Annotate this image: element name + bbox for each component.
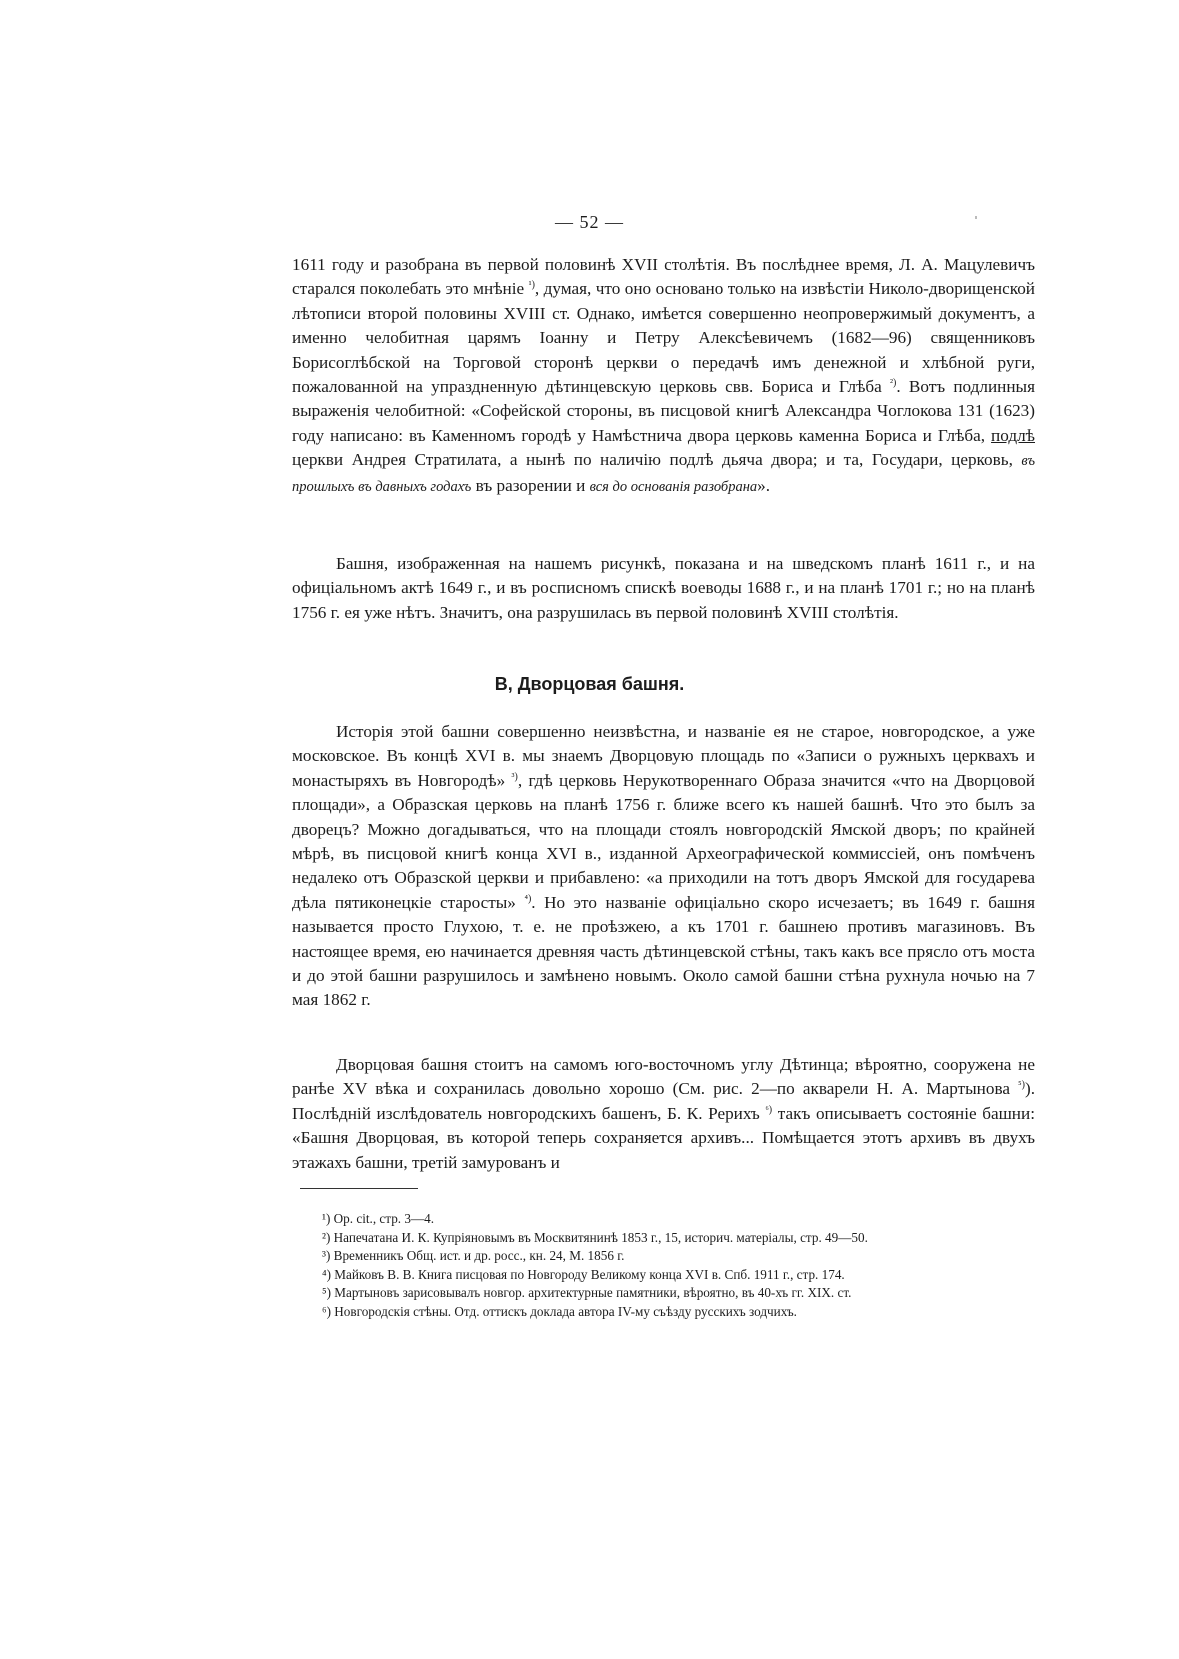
footnote-ref-3[interactable]: ³) [511, 771, 518, 783]
section-heading: В, Дворцовая башня. [494, 674, 685, 694]
text-run: 1611 году и разобрана въ первой половинѣ XVII столѣтія. Въ послѣднее время, Л. А. Мацулевичъ старался поколебать это мнѣніе [292, 255, 1035, 299]
text-run: ). Послѣдній изслѣдователь новгородскихъ башенъ, Б. К. Рерихъ [292, 1079, 1035, 1123]
paragraph-tower-description [292, 1053, 1035, 1175]
italic-quote: вся до основанія разобрана [589, 478, 758, 495]
footnote-2: ²) Напечатана И. К. Купріяновымъ въ Москвитянинѣ 1853 г., 15, историч. матеріалы, стр. 49—50. [322, 1229, 868, 1245]
text-run: ». [757, 475, 771, 495]
text-run: Дворцовая башня стоитъ на самомъ юго-восточномъ углу Дѣтинца; вѣроятно, сооружена не ранѣе XV вѣка и сохранилась довольно хорошо (См. рис. 2—по акварели Н. А. Мартынова [292, 1055, 1035, 1099]
text-run: . Вотъ подлинныя выраженія челобитной: «Софейской стороны, въ писцовой книгѣ Александра Чоглокова 131 (1623) году написано: въ Каменномъ городѣ у Намѣстнича двора церковь каменна Бориса и Глѣба, [292, 377, 1035, 445]
page-number: — 52 — [555, 212, 624, 232]
text-run: Исторія этой башни совершенно неизвѣстна, и названіе ея не старое, новгородское, а уже московское. Въ концѣ XVI в. мы знаемъ Дворцовую площадь по «Записи о ружныхъ церквахъ и монастыряхъ въ Новгородѣ» [292, 722, 1035, 790]
footnote-5: ⁵) Мартыновъ зарисовывалъ новгор. архитектурные памятники, вѣроятно, въ 40-хъ гг. XIX. ст. [322, 1285, 852, 1301]
text-run: въ разорении и [471, 475, 590, 495]
footnote-ref-6[interactable]: ⁶) [765, 1104, 773, 1116]
footnote-3: ³) Временникъ Общ. ист. и др. росс., кн. 24, М. 1856 г. [322, 1248, 625, 1264]
paragraph-text: Башня, изображенная на нашемъ рисункѣ, показана и на шведскомъ планѣ 1611 г., и на офиціальномъ актѣ 1649 г., и въ росписномъ спискѣ воеводы 1688 г., и на планѣ 1701 г.; но на планѣ 1756 г. ея уже нѣтъ. Значитъ, она разрушилась въ первой половинѣ XVIII столѣтія. [292, 554, 1035, 622]
footnote-ref-1[interactable]: ¹) [528, 279, 535, 291]
footnote-6: ⁶) Новгородскія стѣны. Отд. оттискъ доклада автора IV-му съѣзду русскихъ зодчихъ. [322, 1303, 797, 1319]
footnote-4: ⁴) Майковъ В. В. Книга писцовая по Новгороду Великому конца XVI в. Спб. 1911 г., стр. 174. [322, 1266, 845, 1282]
footnote-ref-4[interactable]: ⁴) [524, 893, 532, 905]
footnotes [322, 1210, 1042, 1322]
footnote-divider [300, 1188, 418, 1189]
footnote-ref-5[interactable]: ⁵) [1018, 1079, 1025, 1091]
footnote-ref-2[interactable]: ²) [890, 377, 897, 389]
paragraph-tower-history [292, 720, 1035, 1013]
paragraph-tower-plans [292, 552, 1035, 625]
footnote-1: ¹) Op. cit., стр. 3—4. [322, 1211, 435, 1226]
text-run: , думая, что оно основано только на извѣстіи Николо-дворищенской лѣтописи второй половины XVIII ст. Однако, имѣется совершенно неопровержимый документъ, а именно челобитная царямъ Іоанну и Петру Алексѣевичемъ (1682—96) священниковъ Борисоглѣбской на Торговой сторонѣ церкви о передачѣ имъ денежной и хлѣбной руги, пожалованной на упраздненную дѣтинцевскую церковь свв. Бориса и Глѣба [292, 279, 1035, 397]
text-run: . Но это названіе офиціально скоро исчезаетъ; въ 1649 г. башня называется просто Глухою, т. е. не проѣзжею, а къ 1701 г. башнею противъ магазиновъ. Въ настоящее время, ею начинается древняя часть дѣтинцевской стѣны, такъ какъ все прясло отъ моста и до этой башни разрушилось и замѣнено новымъ. Около самой башни стѣна рухнула ночью на 7 мая 1862 г. [292, 892, 1035, 1010]
text-run: , гдѣ церковь Нерукотвореннаго Образа значится «что на Дворцовой площади», а Образская церковь на планѣ 1756 г. ближе всего къ нашей башнѣ. Что это былъ за дворецъ? Можно догадываться, что на площади стоялъ новгородскій Ямской дворъ; по крайней мѣрѣ, въ писцовой книгѣ конца XVI в., изданной Археографической коммиссіей, онъ помѣченъ недалеко отъ Образской церкви и прибавлено: «а приходили на тотъ дворъ Ямской для государева дѣла пятиконецкіе старосты» [292, 770, 1035, 912]
underlined-word: подлѣ [991, 425, 1035, 445]
text-run: церкви Андрея Стратилата, а нынѣ по наличію подлѣ дьяча двора; и та, Государи, церковь, [292, 450, 1022, 470]
text-run: такъ описываетъ состояніе башни: «Башня Дворцовая, въ которой теперь сохраняется архивъ... Помѣщается этотъ архивъ въ двухъ этажахъ башни, третій замурованъ и [292, 1103, 1035, 1172]
paragraph-continuation [292, 253, 1035, 499]
italic-quote: въ прошлыхъ въ давныхъ годахъ [292, 453, 1035, 495]
